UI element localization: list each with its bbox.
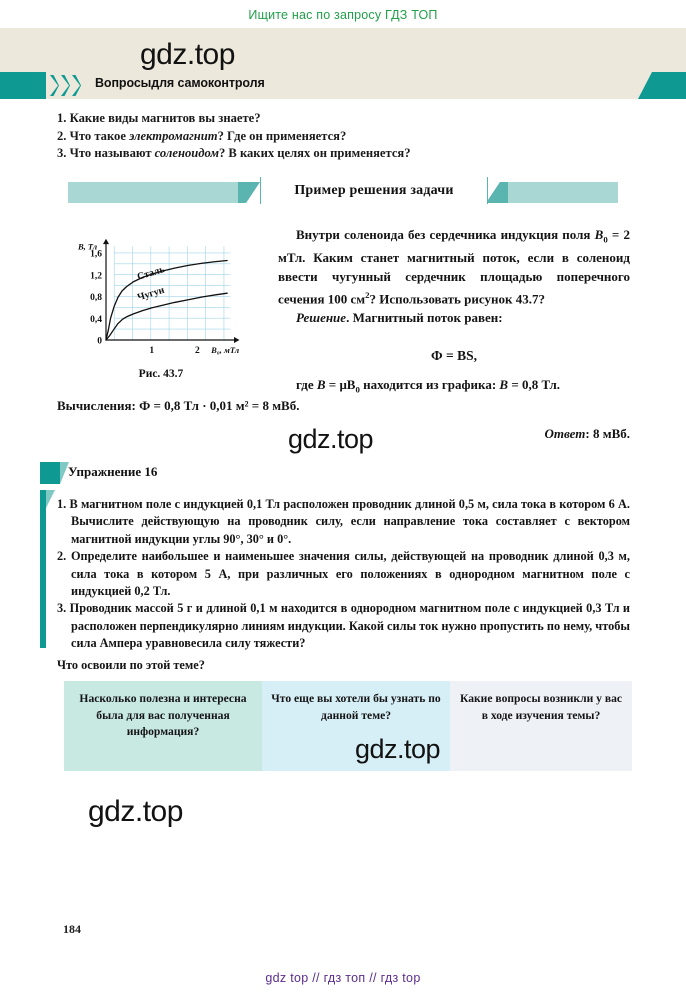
- watermark-top: gdz.top: [140, 38, 235, 71]
- magnetization-curve-chart: [76, 224, 246, 374]
- chevron-right-icon: [50, 75, 59, 96]
- where-eq: = μB: [325, 377, 356, 392]
- curve-label-Чугун: Чугун: [136, 284, 166, 304]
- svg-text:1: 1: [149, 346, 155, 356]
- exercise-item-2: [57, 548, 630, 600]
- example-problem-text: [278, 226, 630, 327]
- exercise-number-1: 1.: [57, 497, 67, 511]
- learned-box-3: Какие вопросы возникли у вас в ходе изучения темы?: [450, 681, 632, 771]
- chevron-right-icon-3: [72, 75, 81, 96]
- svg-text:0,8: 0,8: [90, 293, 102, 304]
- question-text-3-pre: Что называют: [69, 146, 155, 160]
- exercise-list: [57, 496, 630, 653]
- svg-text:B₀, мТл: B₀, мТл: [211, 345, 240, 355]
- watermark-lower: gdz.top: [88, 795, 183, 828]
- problem-part1: Внутри соленоида без сердечника индукция поля: [296, 227, 591, 242]
- example-banner-left: [68, 182, 260, 203]
- learned-title: Что освоили по этой теме?: [57, 658, 205, 672]
- question-text-1: Какие виды магнитов вы знаете?: [69, 111, 261, 125]
- where-b2: B: [499, 377, 509, 392]
- watermark-boxes: gdz.top: [355, 734, 441, 764]
- question-item-3: [57, 145, 617, 163]
- exercise-text-1: В магнитном поле с индукцией 0,1 Тл расположен проводник длиной 0,5 м, сила тока в котором 6 А. Вычислите действующую на проводник силу, если направление тока составляет с вектором магнитной индукции углы 90°, 30° и 0°.: [69, 497, 631, 546]
- problem-symbol-b0: B: [594, 227, 604, 242]
- example-banner-title: Пример решения задачи: [294, 183, 454, 198]
- learned-boxes: [64, 681, 632, 771]
- exercise-item-3: [57, 600, 630, 652]
- exercise-text-2: Определите наибольшее и наименьшее значения силы, действующей на проводник длиной 0,3 м, сила тока в котором 5 А, при различных его положениях в однородном магнитном поле с индукцией 0,2 Тл.: [70, 549, 630, 599]
- exercise-text-3: Проводник массой 5 г и длиной 0,1 м находится в однородном магнитном поле с индукцией 0,3 Тл и расположен перпендикулярно линиям индукции. Какой силы ток нужно пропустить по нему, чтобы сила Ампера уравновесила силу тяжести?: [69, 601, 630, 651]
- answer-line: [57, 426, 630, 442]
- example-banner-left-shadow: [238, 182, 260, 203]
- formula-where-line: [278, 377, 630, 395]
- answer-label: Ответ: [544, 426, 586, 441]
- questions-header-left-block: [0, 72, 46, 99]
- formula-text: Ф = BS,: [431, 348, 477, 363]
- chevron-right-icon-2: [61, 75, 70, 96]
- learned-box-2: Что еще вы хотели бы узнать по данной теме?: [262, 681, 450, 771]
- where-pre: где: [296, 377, 317, 392]
- question-text-2-post: ? Где он применяется?: [217, 128, 347, 143]
- where-val: = 0,8 Тл.: [508, 377, 561, 392]
- svg-text:1,6: 1,6: [90, 249, 102, 260]
- question-text-3-italic: соленоидом: [154, 146, 219, 160]
- chart-svg: [76, 224, 246, 374]
- solution-label: Решение: [296, 309, 347, 325]
- exercise-title: Упражнение 16: [68, 464, 158, 479]
- promo-line: Ищите нас по запросу ГДЗ ТОП: [248, 8, 438, 22]
- question-item-2: [57, 128, 617, 146]
- learned-box-1: Насколько полезна и интересна была для вас полученная информация?: [64, 681, 262, 771]
- exercise-number-2: 2.: [57, 549, 67, 564]
- curve-label-Сталь: Сталь: [135, 263, 167, 283]
- question-number-2: 2.: [57, 128, 67, 143]
- footer-text: gdz top // гдз топ // гдз top: [265, 971, 421, 985]
- svg-text:0,4: 0,4: [90, 314, 102, 325]
- problem-sup: 2: [365, 290, 370, 301]
- exercise-number-3: 3.: [57, 601, 67, 616]
- svg-text:0: 0: [97, 336, 102, 347]
- exercise-header-block: [40, 462, 60, 484]
- problem-part2: = 2 мТл. Каким станет магнитный поток, если в соленоид ввести чугунный сердечник площадью поперечного сечения 100 см: [278, 227, 631, 307]
- example-banner-right-shadow: [486, 182, 508, 203]
- exercise-side-bar: [40, 490, 46, 648]
- example-banner: [68, 182, 618, 203]
- example-banner-center: [260, 177, 488, 204]
- problem-symbol-b0-sub: 0: [603, 234, 608, 245]
- question-number-3: 3.: [57, 146, 67, 160]
- question-text-3-post: ? В каких целях он применяется?: [218, 146, 411, 160]
- watermark-middle: gdz.top: [288, 424, 374, 454]
- where-b: B: [316, 377, 326, 392]
- exercise-header: [40, 462, 640, 484]
- question-number-1: 1.: [57, 111, 67, 125]
- solution-lead: . Магнитный поток равен:: [346, 309, 503, 325]
- figure-caption: Рис. 43.7: [138, 368, 184, 380]
- answer-value: : 8 мВб.: [585, 426, 630, 441]
- questions-header-title: Вопросыдля самоконтроля: [95, 76, 265, 90]
- problem-part3: ? Использовать рисунок 43.7?: [369, 291, 545, 307]
- page-number: 184: [63, 922, 81, 936]
- calculation-line: Вычисления: Ф = 0,8 Тл · 0,01 м² = 8 мВб.: [57, 398, 300, 413]
- svg-text:2: 2: [195, 346, 200, 356]
- where-post: находится из графика:: [359, 377, 500, 392]
- cream-band: [0, 28, 686, 72]
- formula-flux: [278, 348, 630, 364]
- exercise-side-bar-triangle: [46, 490, 55, 508]
- self-check-question-list: [57, 110, 617, 163]
- exercise-item-1: [57, 496, 630, 548]
- question-item-1: [57, 110, 617, 128]
- svg-text:1,2: 1,2: [90, 271, 102, 282]
- question-text-2-italic: электромагнит: [129, 128, 218, 143]
- questions-header: [0, 72, 686, 99]
- question-text-2-pre: Что такое: [69, 128, 130, 143]
- where-sub: 0: [355, 384, 360, 395]
- svg-text:B, Тл: B, Тл: [78, 241, 98, 252]
